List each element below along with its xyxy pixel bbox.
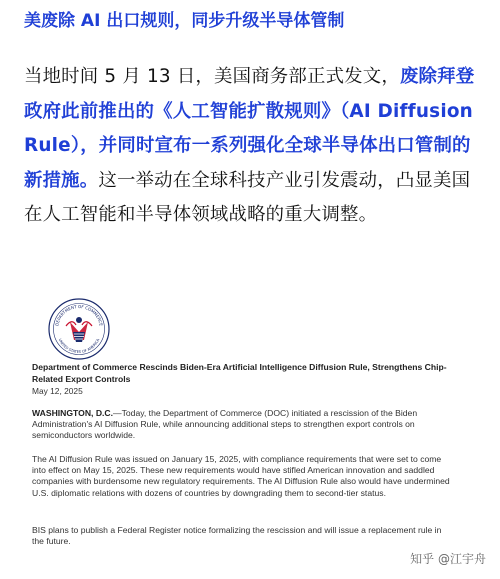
article-body-highlight: 废除拜登政府此前推出的《人工智能扩散规则》（AI Diffusion Rule），并同时宣布一系列强化全球半导体出口管制的新措施。 [24, 66, 475, 191]
press-release-paragraph-1 [32, 408, 452, 442]
zhihu-watermark [410, 550, 486, 567]
commerce-seal-icon [48, 298, 110, 360]
paragraph-1-text: —Today, the Department of Commerce (DOC) initiated a rescission of the Biden Administration's AI Diffusion Rule, while announcing additional steps to strengthen export controls on semiconductors worldwide. [32, 408, 418, 441]
press-release-paragraph-3: BIS plans to publish a Federal Register notice formalizing the rescission and will issue a replacement rule in the future. [32, 525, 442, 547]
headline: 美废除 AI 出口规则，同步升级半导体管制 [24, 11, 345, 31]
press-release-date: May 12, 2025 [32, 386, 83, 396]
article-body [24, 60, 486, 233]
seal-bottom-text: UNITED STATES OF AMERICA [57, 338, 101, 355]
press-release-image [22, 292, 478, 579]
press-release-paragraph-2: The AI Diffusion Rule was issued on January 15, 2025, with compliance requirements that were set to come into effect on May 15, 2025. These new requirements would have stifled American innovation and saddled companies with burdensome new regulatory requirements. The AI Diffusion Rule also would have undermined U.S. diplomatic relations with dozens of countries by downgrading them to second-tier status. [32, 454, 450, 498]
press-release-title: Department of Commerce Rescinds Biden-Era Artificial Intelligence Diffusion Rule, Strengthens Chip-Related Export Controls [32, 362, 447, 384]
seal-top-text: DEPARTMENT OF COMMERCE [54, 303, 104, 327]
dateline: WASHINGTON, D.C. [32, 408, 114, 418]
watermark-text: 知乎 @江宇舟 [410, 552, 486, 566]
article-body-outro: 这一举动在全球科技产业引发震动，凸显美国在人工智能和半导体领域战略的重大调整。 [24, 169, 471, 225]
article-body-intro: 当地时间 5 月 13 日，美国商务部正式发文， [24, 66, 400, 87]
